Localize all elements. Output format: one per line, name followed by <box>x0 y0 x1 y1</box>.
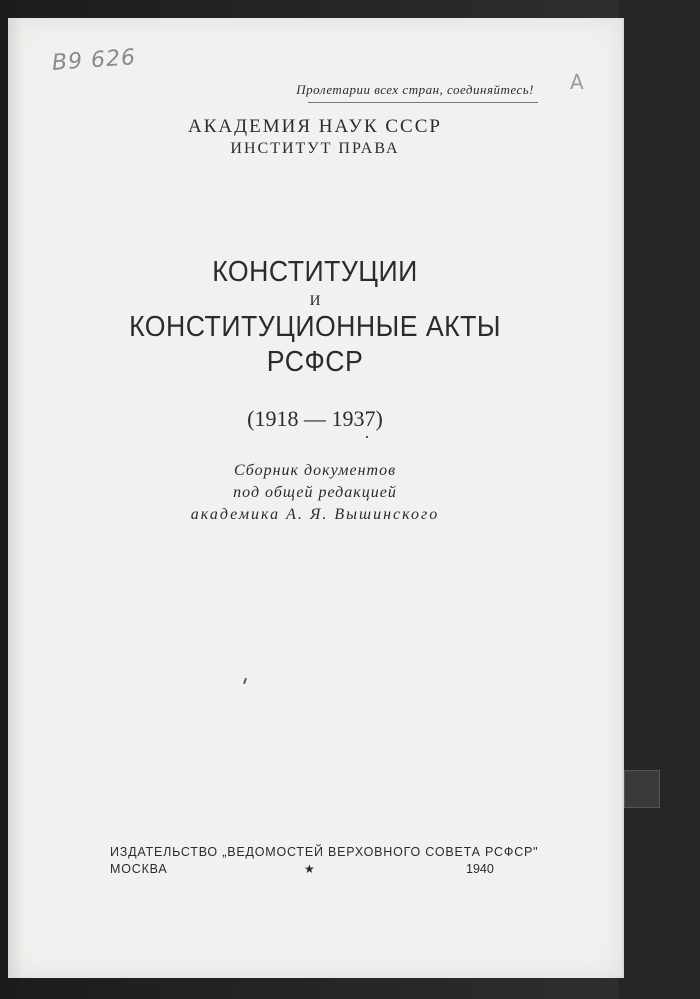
publication-city: МОСКВА <box>110 862 168 876</box>
collection-line-3: академика А. Я. Вышинского <box>190 506 440 523</box>
years-range: (1918 — 1937) <box>247 406 383 431</box>
title-page <box>8 18 624 978</box>
title-conjunction: И <box>309 293 321 309</box>
institute-name: ИНСТИТУТ ПРАВА <box>230 140 400 157</box>
title-line-1: КОНСТИТУЦИИ <box>212 256 418 288</box>
spine-tab <box>624 770 660 808</box>
book-spine-edge <box>618 0 700 999</box>
star-ornament: ★ <box>304 862 315 876</box>
title-line-3: РСФСР <box>266 346 364 378</box>
collection-line-1: Сборник документов <box>233 462 397 479</box>
motto: Пролетарии всех стран, соединяйтесь! <box>296 82 534 97</box>
handwritten-corner-mark: А <box>570 70 584 94</box>
handwritten-shelfmark: В9 626 <box>51 45 137 76</box>
paper-speck <box>243 678 247 684</box>
collection-line-2: под общей редакцией <box>233 484 397 501</box>
academy-name: АКАДЕМИЯ НАУК СССР <box>188 116 442 137</box>
publication-year: 1940 <box>466 862 494 876</box>
paper-speck <box>366 436 368 438</box>
motto-underline <box>308 102 538 103</box>
publisher-name: ИЗДАТЕЛЬСТВО „ВЕДОМОСТЕЙ ВЕРХОВНОГО СОВЕТА РСФСР" <box>110 845 539 859</box>
title-line-2: КОНСТИТУЦИОННЫЕ АКТЫ <box>129 311 501 343</box>
